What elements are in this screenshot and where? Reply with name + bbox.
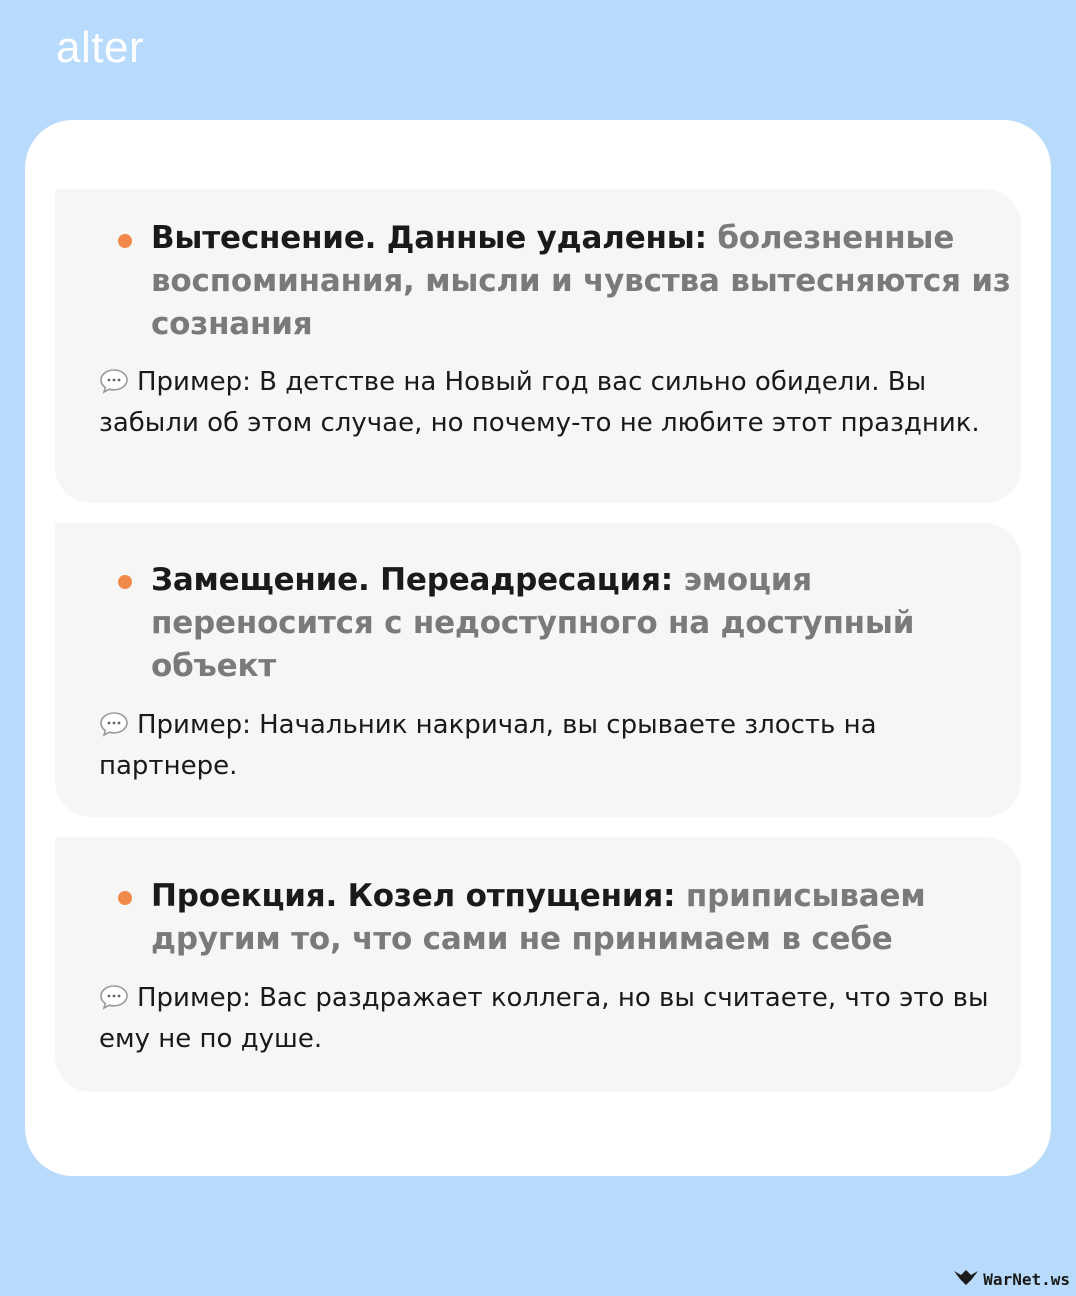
item-example bbox=[99, 364, 999, 442]
item-example-text: Пример: Начальник накричал, вы срываете злость на партнере. bbox=[99, 710, 877, 781]
item-description: эмоция переносится с недоступного на доступный объект bbox=[151, 562, 915, 684]
speech-bubble-icon bbox=[99, 368, 129, 405]
item-example bbox=[99, 980, 999, 1058]
speech-bubble-icon bbox=[99, 711, 129, 748]
item-example-text: Пример: В детстве на Новый год вас сильно обидели. Вы забыли об этом случае, но почему-то не любите этот праздник. bbox=[99, 367, 980, 438]
bullet-dot bbox=[118, 891, 132, 905]
item-example-text: Пример: Вас раздражает коллега, но вы считаете, что это вы ему не по душе. bbox=[99, 983, 989, 1054]
bullet-dot bbox=[118, 234, 132, 248]
item-example bbox=[99, 707, 999, 785]
speech-bubble-icon bbox=[99, 984, 129, 1021]
item-heading bbox=[151, 217, 1011, 346]
item-term: Вытеснение. Данные удалены: bbox=[151, 220, 707, 256]
defense-item-projection bbox=[55, 837, 1021, 1092]
bird-icon bbox=[953, 1268, 979, 1290]
item-description: приписываем другим то, что сами не принимаем в себе bbox=[151, 878, 926, 957]
item-description: болезненные воспоминания, мысли и чувства вытесняются из сознания bbox=[151, 220, 1011, 342]
item-term: Проекция. Козел отпущения: bbox=[151, 878, 676, 914]
item-term: Замещение. Переадресация: bbox=[151, 562, 673, 598]
watermark bbox=[953, 1268, 1070, 1290]
defense-item-repression bbox=[55, 189, 1021, 503]
defense-item-displacement bbox=[55, 523, 1021, 817]
item-heading bbox=[151, 875, 1011, 961]
watermark-text: WarNet.ws bbox=[983, 1269, 1070, 1289]
item-heading bbox=[151, 559, 1011, 688]
bullet-dot bbox=[118, 575, 132, 589]
alter-logo: alter bbox=[56, 23, 145, 72]
